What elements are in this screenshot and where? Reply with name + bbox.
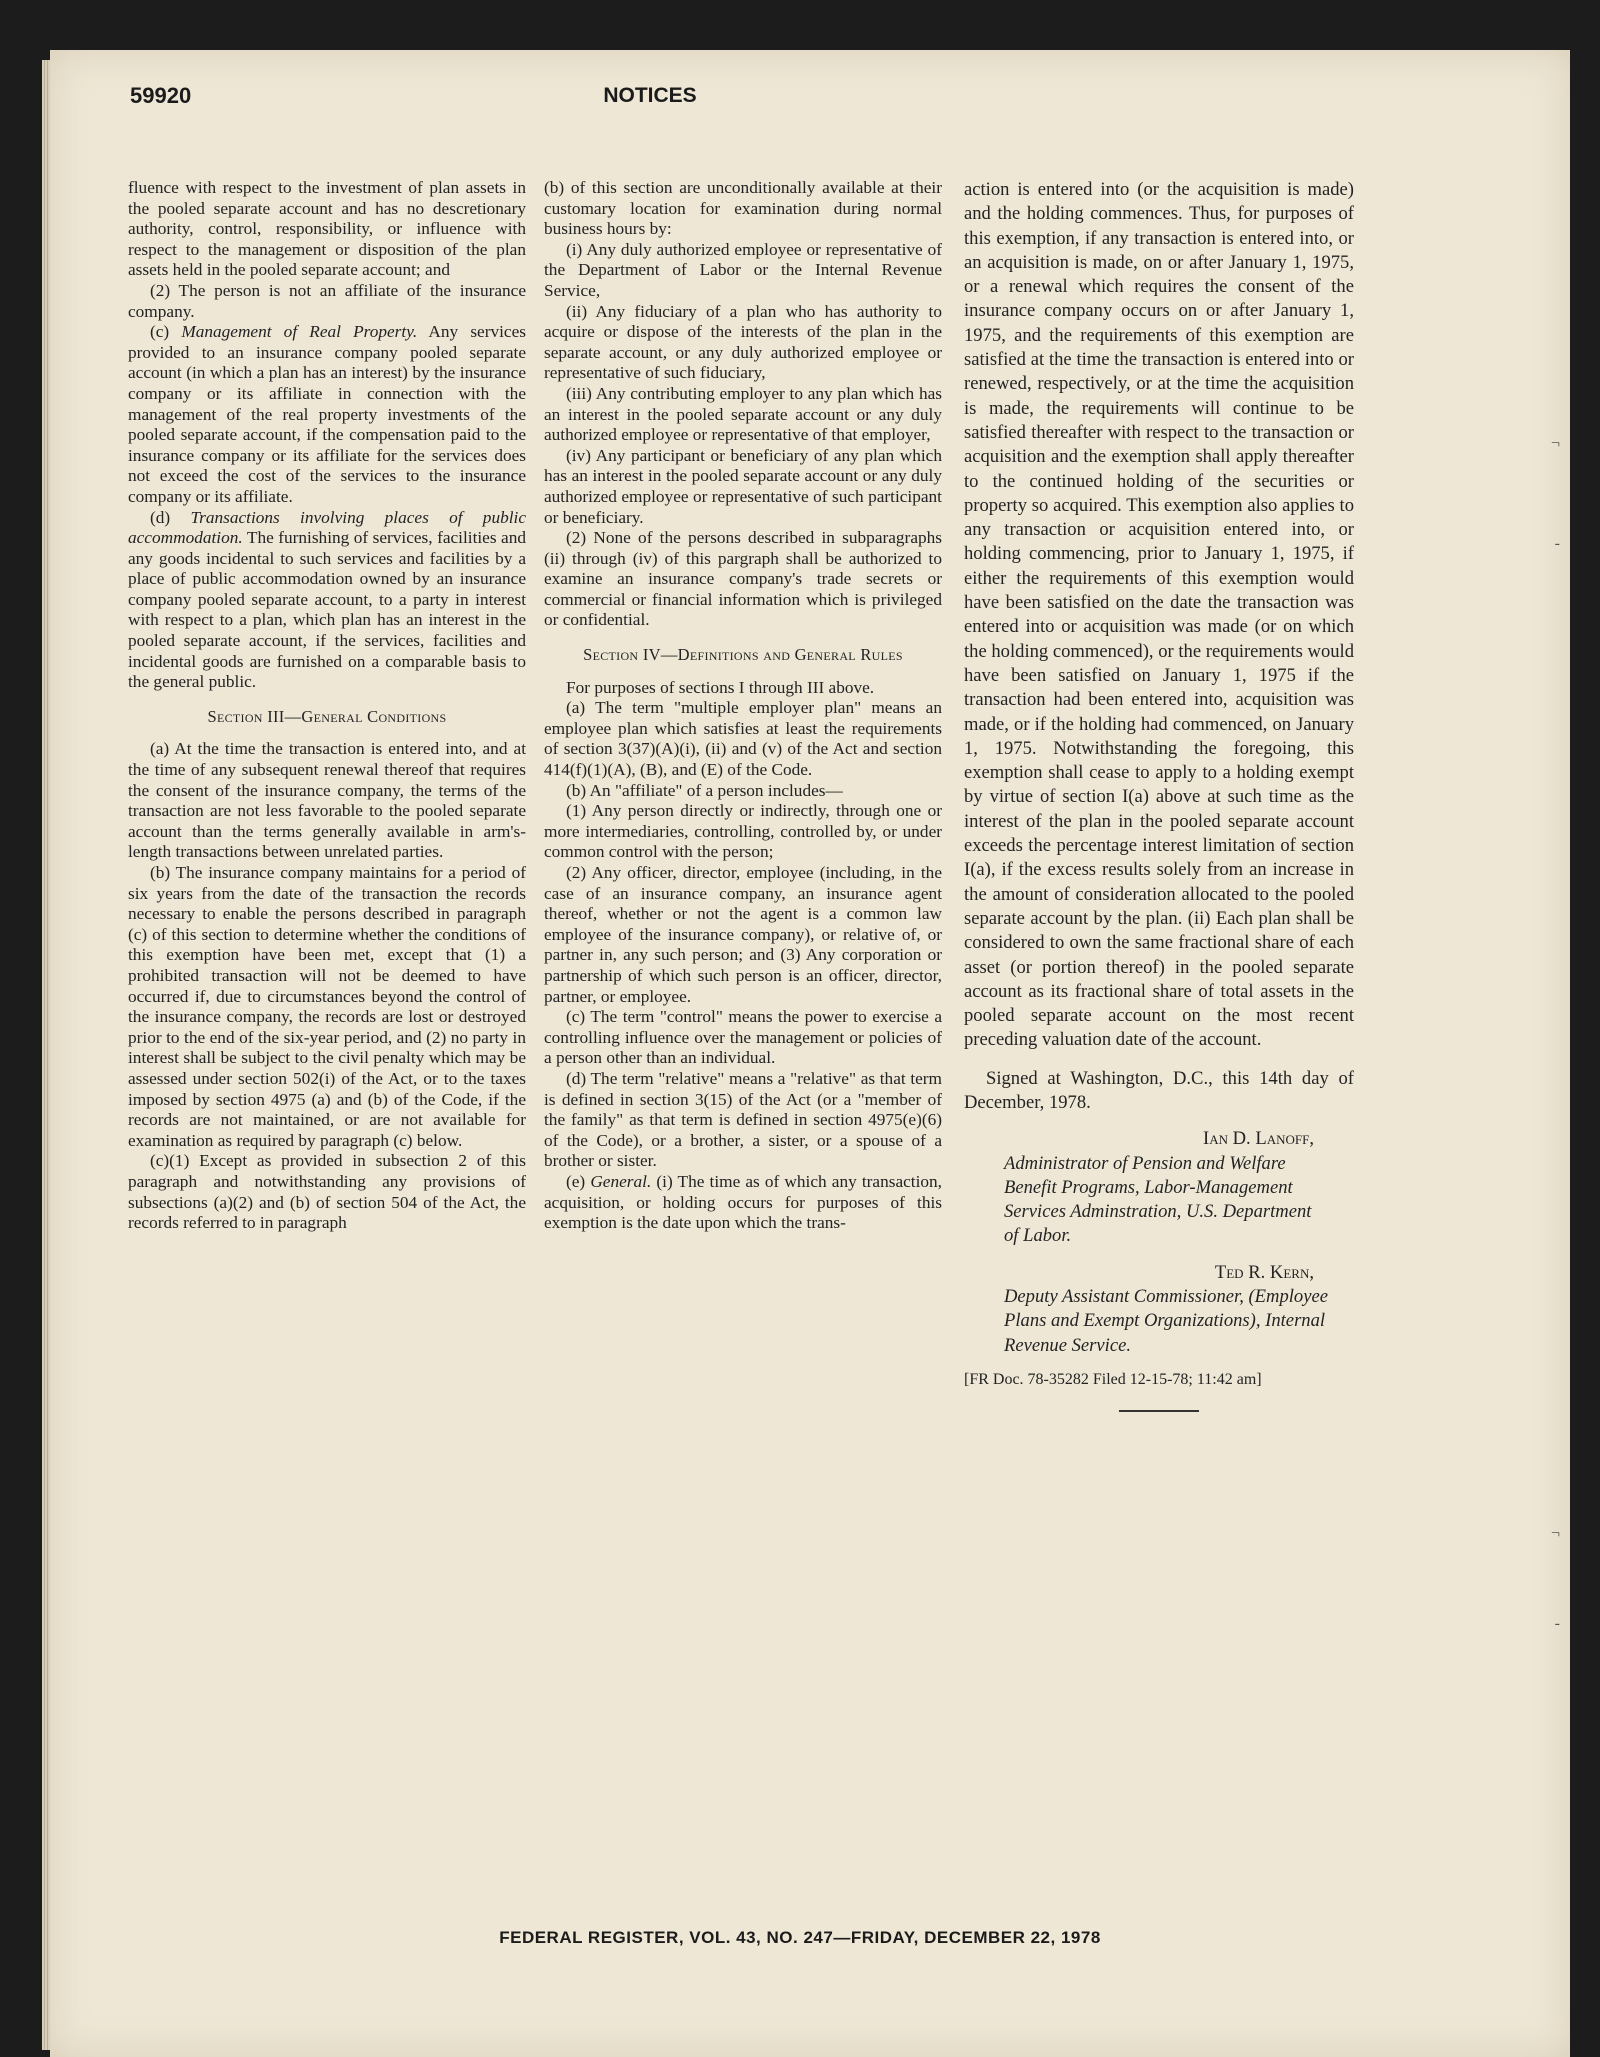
signer-name: Ted R. Kern, (1214, 1261, 1314, 1283)
paragraph: (b) An "affiliate" of a person includes— (566, 780, 843, 800)
page-footer: FEDERAL REGISTER, VOL. 43, NO. 247—FRIDAY, DECEMBER 22, 1978 (499, 1928, 1101, 1947)
paragraph-text: The furnishing of services, facilities and any goods incidental to such services and facilities by a place of public accommodation owned by an insurance company pooled separate account, to a party in interest with respect to a plan, which plan has an interest in the pooled separate account, if the services, facilities and incidental goods are furnished on a comparable basis to the general public. (128, 528, 526, 692)
paragraph: (c) The term "control" means the power to exercise a controlling influence over the management or policies of a person other than an individual. (544, 1007, 942, 1068)
margin-marks: ¬ - ¬ - (1550, 435, 1560, 1632)
paragraph-label: (d) (150, 507, 171, 527)
text-column-1 (128, 178, 526, 1234)
paragraph: (i) Any duly authorized employee or representative of the Department of Labor or the Internal Revenue Service, (544, 239, 942, 300)
paragraph: action is entered into (or the acquisition is made) and the holding commences. Thus, for purposes of this exemption, if any transaction is entered into, or an acquisition is made, on or after January 1, 1975, or a renewal which requires the consent of the insurance company occurs on or after January 1, 1975, and the requirements of this exemption are satisfied at the time the transaction is entered into or renewed, respectively, or at the time the acquisition is made, the requirements will continue to be satisfied thereafter with respect to the transaction or acquisition and the exemption shall apply thereafter to the continued holding of the securities or property so acquired. This exemption also applies to any transaction or acquisition entered into, or holding commencing, prior to January 1, 1975, if either the requirements of this exemption would have been satisfied on the date the transaction was entered into or acquisition was made (or on which the holding commenced), or the requirements would have been satisfied on January 1, 1975 if the transaction had been entered into, acquisition was made, or if the holding had commenced, on January 1, 1975. Notwithstanding the foregoing, this exemption shall cease to apply to a holding exempt by virtue of section I(a) above at such time as the interest of the plan in the pooled separate account exceeds the percentage interest limitation of section I(a), if the excess results solely from an increase in the amount of consideration allocated to the pooled separate account by the plan. (ii) Each plan shall be considered to own the same fractional share of each asset (or portion thereof) in the pooled separate account as its fractional share of total assets in the pooled separate account on the most recent preceding valuation date of the account. (964, 179, 1354, 1051)
section-heading: Section III—General Conditions (207, 706, 447, 726)
text-column-2 (544, 178, 942, 1234)
section-heading: Section IV—Definitions and General Rules (583, 645, 903, 665)
fr-doc-line: [FR Doc. 78-35282 Filed 12-15-78; 11:42 am] (964, 1370, 1262, 1388)
paragraph-label: (c) (150, 322, 170, 342)
paragraph: For purposes of sections I through III above. (566, 677, 875, 697)
section-title: NOTICES (603, 84, 697, 107)
paragraph: (c)(1) Except as provided in subsection 2 of this paragraph and notwithstanding any provisions of subsections (a)(2) and (b) of section 504 of the Act, the records referred to in paragraph (128, 1151, 526, 1233)
paragraph: (a) At the time the transaction is entered into, and at the time of any subsequent renewal thereof that requires the consent of the insurance company, the terms of the transaction are not less favorable to the pooled separate account than the terms generally available in arm's-length transactions between unrelated parties. (128, 739, 526, 862)
signer-title: Administrator of Pension and Welfare Benefit Programs, Labor-Management Services Adminstration, U.S. Department of Labor. (1004, 1152, 1312, 1247)
paragraph: (a) The term "multiple employer plan" means an employee plan which satisfies at least the requirements of section 3(37)(A)(i), (ii) and (v) of the Act and section 414(f)(1)(A), (B), and (E) of the Code. (544, 698, 942, 780)
signature-block (964, 1067, 1354, 1413)
page-number: 59920 (130, 83, 192, 108)
paragraph: (2) None of the persons described in subparagraphs (ii) through (iv) of this pargraph shall be authorized to examine an insurance company's trade secrets or commercial or financial information which is privileged or confidential. (544, 528, 942, 630)
signer-1 (964, 1127, 1354, 1248)
paragraph: (1) Any person directly or indirectly, through one or more intermediaries, controlling, controlled by, or under common control with the person; (544, 801, 942, 862)
text-column-3 (964, 178, 1354, 1412)
end-rule (1119, 1410, 1199, 1412)
paragraph: fluence with respect to the investment of plan assets in the pooled separate account and has no descretionary authority, control, responsibility, or influence with respect to the management or disposition of the plan assets held in the pooled separate account; and (128, 178, 526, 280)
paragraph-heading: General. (590, 1171, 652, 1191)
paragraph: (ii) Any fiduciary of a plan who has authority to acquire or dispose of the interests of the plan in the separate account, or any duly authorized employee or representative of such fiduciary, (544, 301, 942, 383)
paragraph-heading: Management of Real Property. (181, 322, 418, 342)
paragraph (128, 322, 526, 507)
paragraph: (2) The person is not an affiliate of the insurance company. (128, 280, 526, 321)
paragraph: (b) of this section are unconditionally available at their customary location for examination during normal business hours by: (544, 178, 942, 239)
paragraph-heading: Transactions involving places of public accommodation. (128, 507, 526, 548)
paragraph: (iv) Any participant or beneficiary of any plan which has an interest in the pooled separate account or any duly authorized employee or representative of such participant or beneficiary. (544, 445, 942, 527)
paragraph-text: Any services provided to an insurance company pooled separate account (in which a plan has an interest) by the insurance company or its affiliate in connection with the management of the real property investments of the pooled separate account, if the compensation paid to the insurance company or its affiliate for the services does not exceed the cost of the services to the insurance company or its affiliate. (128, 322, 526, 506)
signer-title: Deputy Assistant Commissioner, (Employee Plans and Exempt Organizations), Internal Revenue Service. (1004, 1286, 1328, 1356)
paragraph-label: (e) (566, 1171, 586, 1191)
paragraph: (b) The insurance company maintains for a period of six years from the date of the transaction the records necessary to enable the persons described in paragraph (c) of this section to determine whether the conditions of this exemption have been met, except that (1) a prohibited transaction will not be deemed to have occurred if, due to circumstances beyond the control of the insurance company, the records are lost or destroyed prior to the end of the six-year period, and (2) no party in interest shall be subject to the civil penalty which may be assessed under section 502(i) of the Act, or to the taxes imposed by section 4975 (a) and (b) of the Code, if the records are not maintained, or are not available for examination as required by paragraph (c) below. (128, 863, 526, 1150)
signer-name: Ian D. Lanoff, (1203, 1128, 1314, 1150)
paragraph: (d) The term "relative" means a "relative" as that term is defined in section 3(15) of the Act (or a "member of the family" as that term is defined in section 4975(e)(6) of the Code), or a brother, a sister, or a spouse of a brother or sister. (544, 1068, 942, 1171)
signed-date: Signed at Washington, D.C., this 14th day of December, 1978. (964, 1067, 1354, 1113)
paragraph-text: (i) The time as of which any transaction, acquisition, or holding occurs for purposes of this exemption is the date upon which the trans- (544, 1171, 943, 1233)
paragraph: (iii) Any contributing employer to any plan which has an interest in the pooled separate account or any duly authorized employee or representative of that employer, (544, 383, 942, 445)
paragraph: (2) Any officer, director, employee (including, in the case of an insurance company, an insurance agent thereof, whether or not the agent is a common law employee of the insurance company), or relative of, or partner in, any such person; and (3) Any corporation or partnership of which such person is an officer, director, partner, or employee. (544, 863, 942, 1006)
signer-2 (964, 1261, 1354, 1358)
paragraph (128, 508, 526, 693)
paragraph (544, 1172, 942, 1234)
